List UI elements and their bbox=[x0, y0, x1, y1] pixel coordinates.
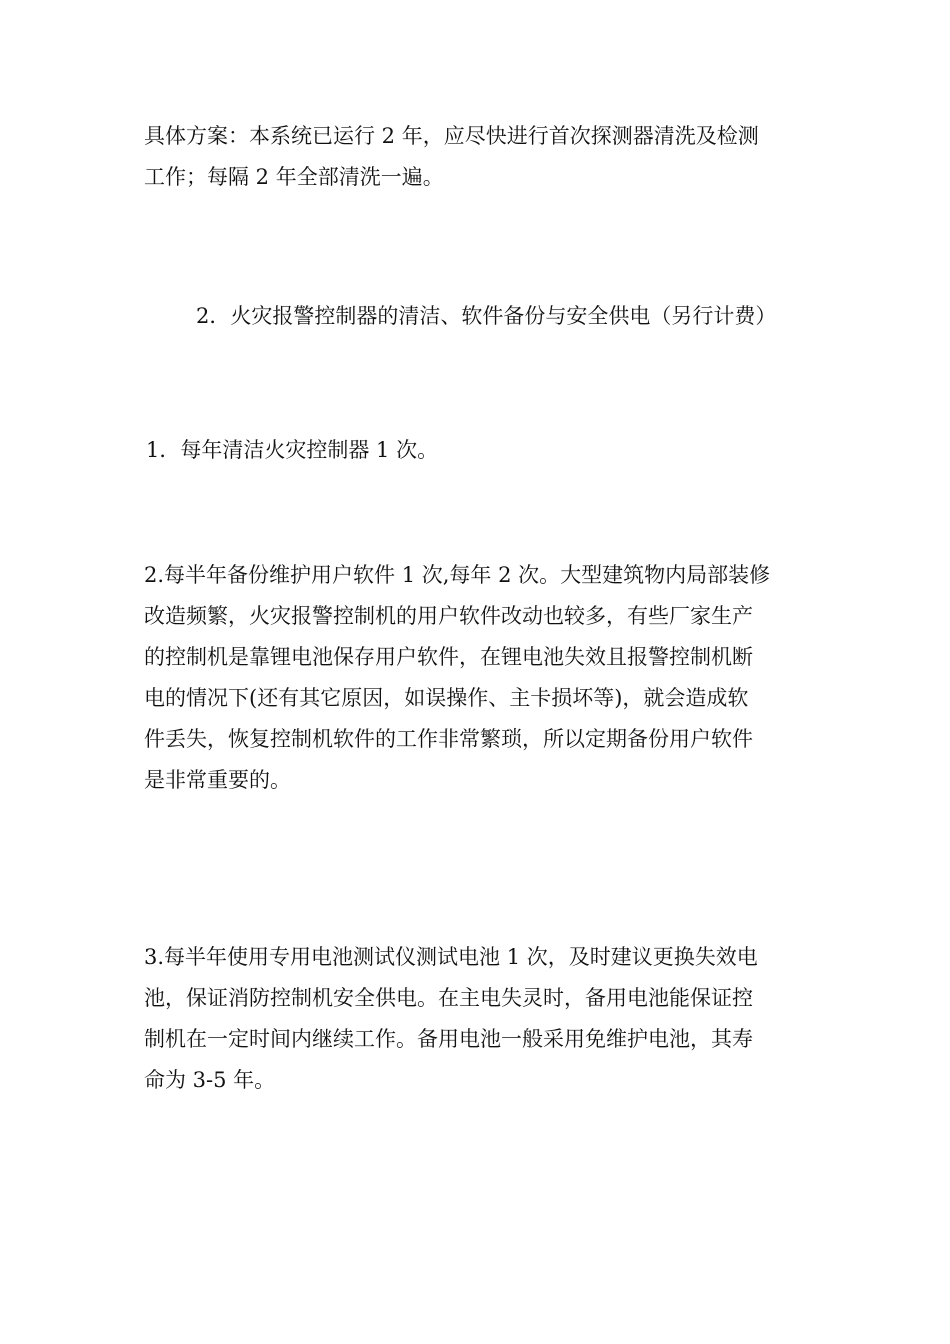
section-heading bbox=[196, 296, 816, 337]
text-line: 是非常重要的。 bbox=[144, 768, 291, 792]
text-line: 具体方案：本系统已运行 2 年，应尽快进行首次探测器清洗及检测 bbox=[144, 124, 759, 148]
text-line: 2．火灾报警控制器的清洁、软件备份与安全供电（另行计费） bbox=[196, 304, 777, 328]
text-line: 池，保证消防控制机安全供电。在主电失灵时，备用电池能保证控 bbox=[144, 986, 753, 1010]
text-line: 制机在一定时间内继续工作。备用电池一般采用免维护电池，其寿 bbox=[144, 1027, 753, 1051]
text-line: 件丢失，恢复控制机软件的工作非常繁琐，所以定期备份用户软件 bbox=[144, 727, 753, 751]
text-line: 3.每半年使用专用电池测试仪测试电池 1 次，及时建议更换失效电 bbox=[144, 945, 758, 969]
paragraph-item-2 bbox=[144, 555, 809, 801]
text-line: 2.每半年备份维护用户软件 1 次,每年 2 次。大型建筑物内局部装修 bbox=[144, 563, 771, 587]
text-line: 1．每年清洁火灾控制器 1 次。 bbox=[146, 438, 439, 462]
paragraph-item-1 bbox=[146, 430, 811, 471]
text-line: 的控制机是靠锂电池保存用户软件，在锂电池失效且报警控制机断 bbox=[144, 645, 753, 669]
text-line: 电的情况下(还有其它原因，如误操作、主卡损坏等)，就会造成软 bbox=[144, 686, 749, 710]
paragraph-item-3 bbox=[144, 937, 809, 1101]
text-line: 工作；每隔 2 年全部清洗一遍。 bbox=[144, 165, 444, 189]
text-line: 改造频繁，火灾报警控制机的用户软件改动也较多，有些厂家生产 bbox=[144, 604, 753, 628]
paragraph-plan bbox=[144, 116, 809, 198]
text-line: 命为 3-5 年。 bbox=[144, 1068, 276, 1092]
